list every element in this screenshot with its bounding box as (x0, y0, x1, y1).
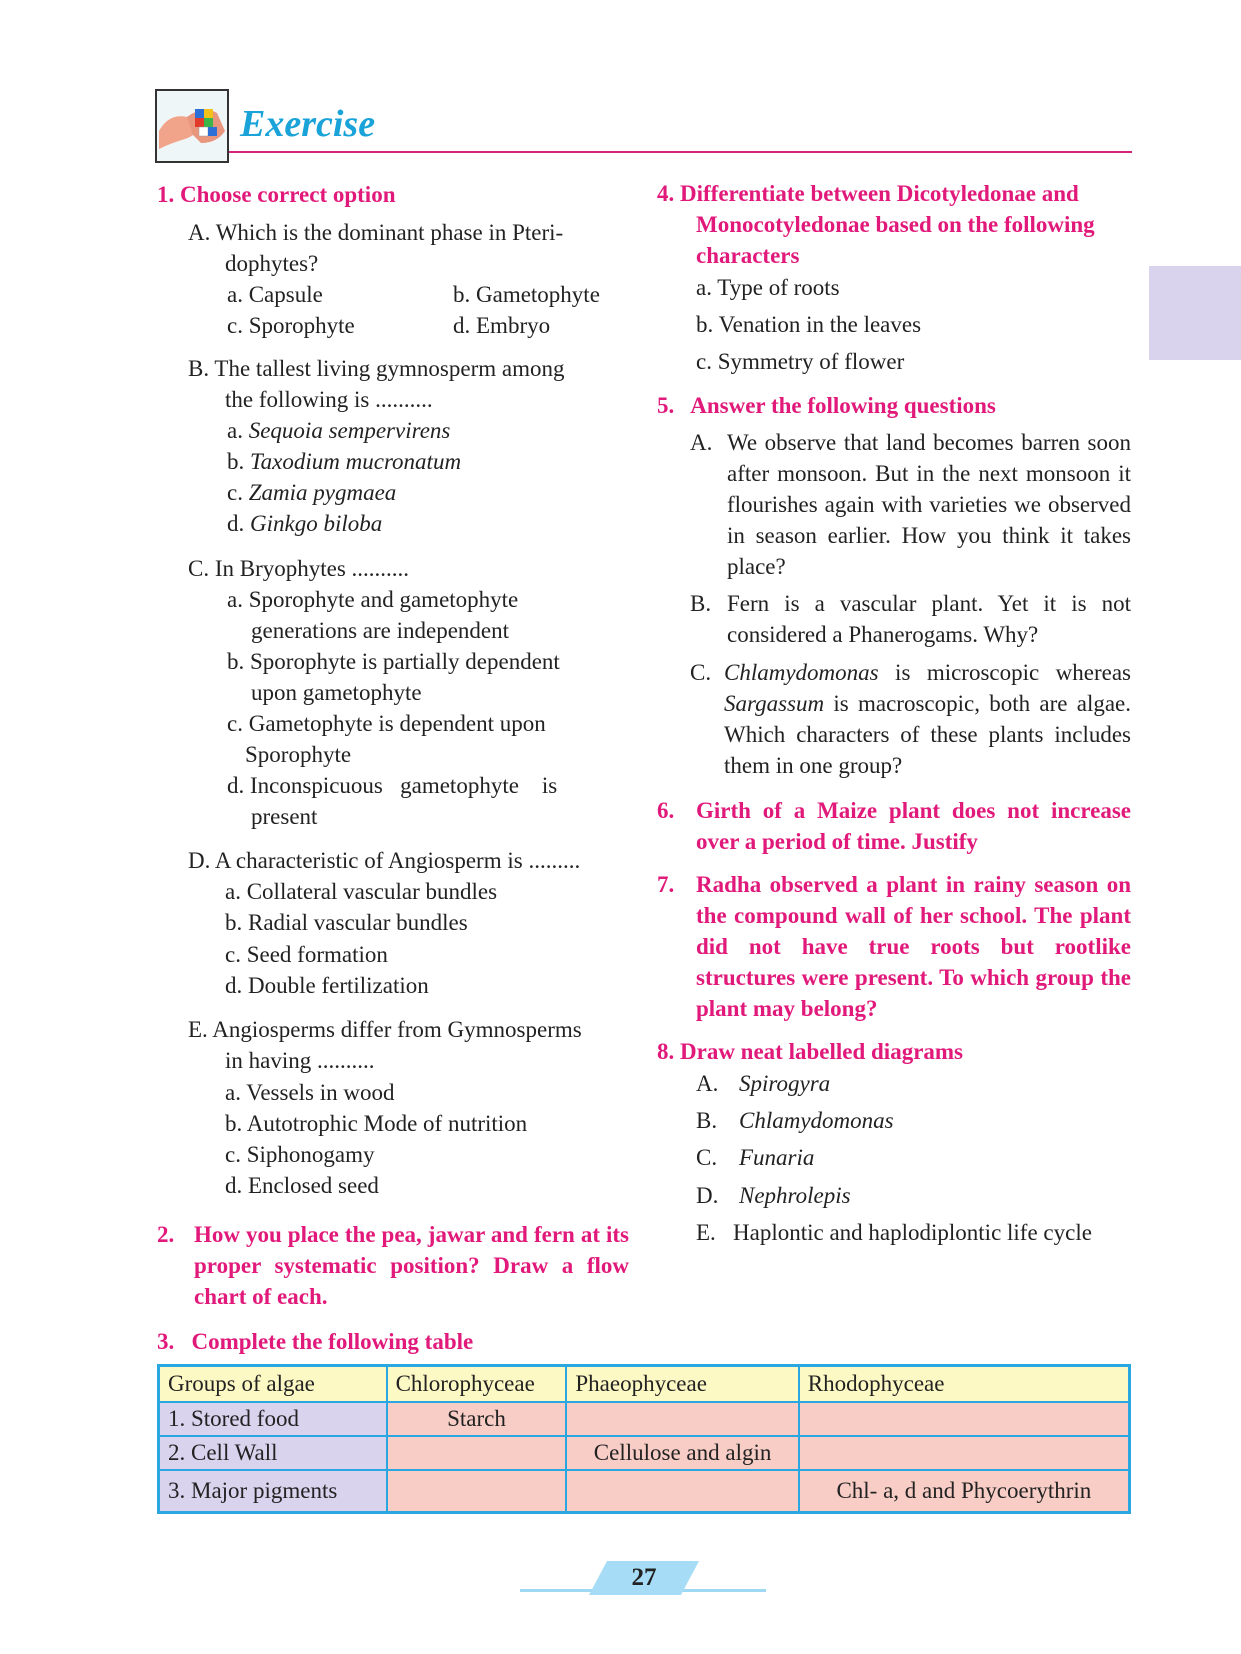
q8c-text: Funaria (739, 1145, 815, 1170)
table-header-cell: Phaeophyceae (566, 1366, 798, 1403)
q6-text: Girth of a Maize plant does not increase over a period of time. Justify (696, 798, 1131, 854)
q8d-label: D. (696, 1183, 719, 1208)
table-header-cell: Groups of algae (159, 1366, 387, 1403)
q4-title-3: characters (696, 243, 800, 268)
q1-title: 1. Choose correct option (157, 182, 396, 207)
q1a-option-c: c. Sporophyte (227, 313, 355, 338)
q8c-label: C. (696, 1145, 718, 1170)
table-cell: Starch (387, 1402, 567, 1436)
q4-title-2: Monocotyledonae based on the following (696, 212, 1095, 237)
q1e-option-b: b. Autotrophic Mode of nutrition (225, 1111, 528, 1136)
q4-title-1: 4. Differentiate between Dicotyledonae and (657, 181, 1079, 206)
q1c-option-c-1: c. Gametophyte is dependent upon (227, 711, 546, 736)
table-header-cell: Rhodophyceae (799, 1366, 1130, 1403)
q1d-stem: D. A characteristic of Angiosperm is ......... (188, 848, 581, 873)
q5-title: 5. Answer the following questions (657, 393, 996, 418)
table-row-label: 1. Stored food (159, 1402, 387, 1436)
q1e-stem-1: E. Angiosperms differ from Gymnosperms (188, 1017, 582, 1042)
q4-item-c: c. Symmetry of flower (696, 349, 905, 374)
q1a-option-a: a. Capsule (227, 282, 323, 307)
q1a-option-b: b. Gametophyte (453, 282, 600, 307)
table-cell: Cellulose and algin (566, 1436, 798, 1470)
q5c-label: C. (690, 660, 712, 685)
q8-title: 8. Draw neat labelled diagrams (657, 1039, 964, 1064)
q1a-option-d: d. Embryo (453, 313, 551, 338)
exercise-logo-icon (155, 89, 229, 163)
q1b-option-b: b. Taxodium mucronatum (227, 449, 462, 474)
side-tab (1149, 266, 1241, 360)
table-cell (799, 1402, 1130, 1436)
q2-number: 2. (157, 1222, 175, 1247)
table-header-cell: Chlorophyceae (387, 1366, 567, 1403)
q1c-option-a-2: generations are independent (251, 618, 509, 643)
table-cell (387, 1436, 567, 1470)
table-row (159, 1436, 1130, 1470)
title-divider (229, 151, 1132, 153)
table-row (159, 1470, 1130, 1513)
table-row-label: 2. Cell Wall (159, 1436, 387, 1470)
q1c-option-c-2: Sporophyte (245, 742, 352, 767)
page-number: 27 (631, 1564, 657, 1591)
table-cell (566, 1470, 798, 1513)
q1e-option-c: c. Siphonogamy (225, 1142, 375, 1167)
table-row-label: 3. Major pigments (159, 1470, 387, 1513)
algae-table (157, 1364, 1131, 1514)
table-cell (387, 1470, 567, 1513)
q1b-option-a: a. Sequoia sempervirens (227, 418, 451, 443)
q8d-text: Nephrolepis (739, 1183, 851, 1208)
q1a-stem-1: A. Which is the dominant phase in Pteri- (188, 220, 564, 245)
q1d-option-b: b. Radial vascular bundles (225, 910, 468, 935)
q5a-text: We observe that land becomes barren soon after monsoon. But in the next monsoon it flourishes again with varieties we observed in season earlier. How you think it takes place? (727, 430, 1131, 579)
q1c-option-b-2: upon gametophyte (251, 680, 422, 705)
q1c-option-d-1: d. Inconspicuous gametophyte is (227, 773, 558, 798)
q4-item-b: b. Venation in the leaves (696, 312, 922, 337)
q8e-text: Haplontic and haplodiplontic life cycle (733, 1220, 1092, 1245)
q1c-option-b-1: b. Sporophyte is partially dependent (227, 649, 560, 674)
q8b-label: B. (696, 1108, 718, 1133)
q1b-option-d: d. Ginkgo biloba (227, 511, 383, 536)
q1d-option-d: d. Double fertilization (225, 973, 429, 998)
q7-text: Radha observed a plant in rainy season on the compound wall of her school. The plant did not have true roots but rootlike structures were present. To which group the plant may belong? (696, 872, 1131, 1021)
q5b-text: Fern is a vascular plant. Yet it is not considered a Phanerogams. Why? (727, 591, 1131, 647)
q3-title: 3. Complete the following table (157, 1329, 474, 1354)
q1b-stem-1: B. The tallest living gymnosperm among (188, 356, 565, 381)
table-row (159, 1402, 1130, 1436)
q1c-stem: C. In Bryophytes .......... (188, 556, 410, 581)
q7-number: 7. (657, 872, 675, 897)
q4-item-a: a. Type of roots (696, 275, 840, 300)
q1d-option-c: c. Seed formation (225, 942, 388, 967)
q1a-stem-2: dophytes? (225, 251, 319, 276)
table-header-row (159, 1366, 1130, 1403)
q6-number: 6. (657, 798, 675, 823)
q1e-option-a: a. Vessels in wood (225, 1080, 395, 1105)
q2-text: How you place the pea, jawar and fern at its proper systematic position? Draw a flow chart of each. (194, 1222, 629, 1309)
table-cell (799, 1436, 1130, 1470)
table-cell: Chl- a, d and Phycoerythrin (799, 1470, 1130, 1513)
q1e-stem-2: in having .......... (225, 1048, 375, 1073)
q1d-option-a: a. Collateral vascular bundles (225, 879, 498, 904)
q1b-option-c: c. Zamia pygmaea (227, 480, 397, 505)
q5b-label: B. (690, 591, 712, 616)
q8a-label: A. (696, 1071, 719, 1096)
q8a-text: Spirogyra (739, 1071, 831, 1096)
q5c-text: Chlamydomonas is microscopic whereas Sargassum is macroscopic, both are algae. Which characters of these plants includes them in one group? (724, 660, 1131, 778)
q1e-option-d: d. Enclosed seed (225, 1173, 379, 1198)
q5a-label: A. (690, 430, 713, 455)
q1c-option-a-1: a. Sporophyte and gametophyte (227, 587, 519, 612)
q1c-option-d-2: present (251, 804, 318, 829)
table-cell (566, 1402, 798, 1436)
q8e-label: E. (696, 1220, 716, 1245)
page-title: Exercise (240, 103, 376, 145)
q8b-text: Chlamydomonas (739, 1108, 894, 1133)
q1b-stem-2: the following is .......... (225, 387, 433, 412)
